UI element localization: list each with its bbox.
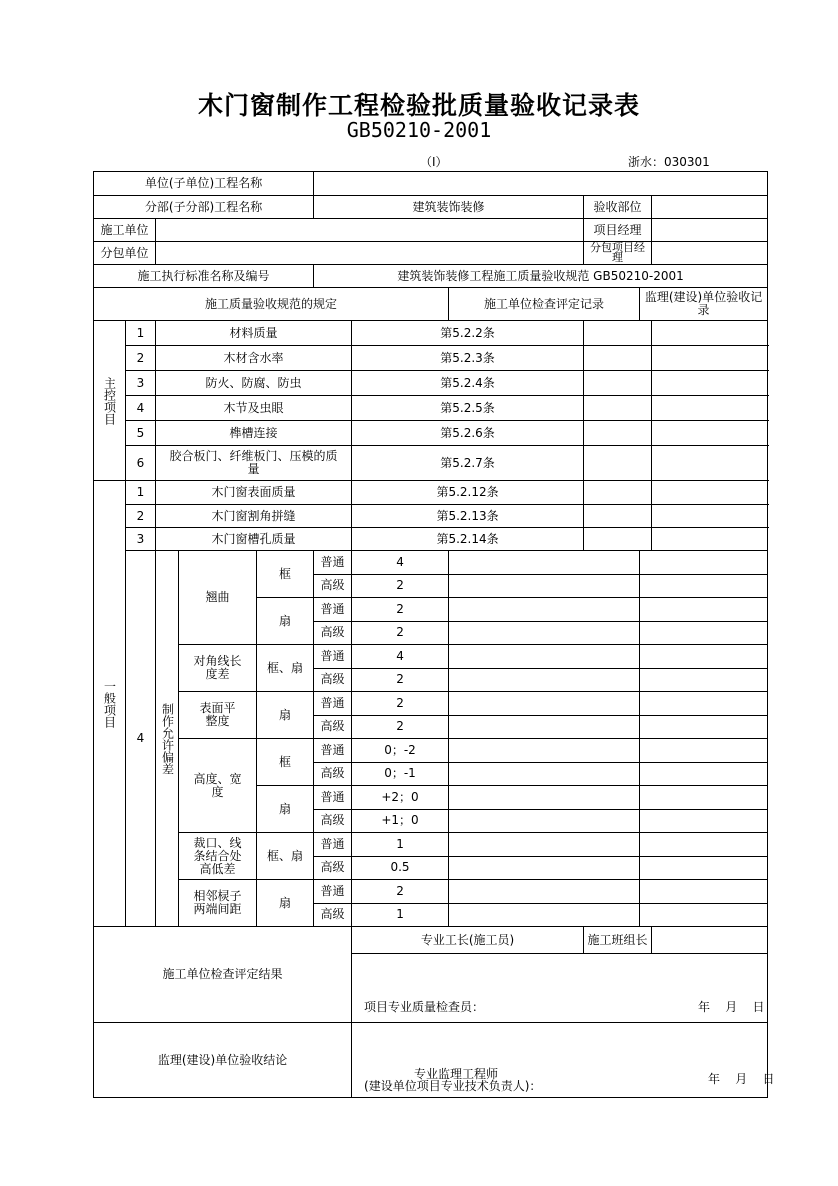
- general-item-name: 木门窗表面质量: [156, 481, 352, 505]
- tolerance-check[interactable]: [449, 739, 640, 763]
- foreman-label: 专业工长(施工员): [352, 927, 584, 954]
- general-item-supervision[interactable]: [652, 505, 768, 528]
- tolerance-grade: 高级: [314, 621, 352, 645]
- tolerance-value: 1: [352, 833, 449, 857]
- tolerance-check[interactable]: [449, 598, 640, 622]
- tolerance-part: 扇: [257, 692, 314, 739]
- main-item-clause: 第5.2.7条: [352, 446, 584, 481]
- general-item-supervision[interactable]: [652, 481, 768, 505]
- tolerance-supervision[interactable]: [640, 621, 768, 645]
- subcontract-manager-label: 分包项目经理: [584, 242, 652, 265]
- supervision-sign-area[interactable]: [352, 1023, 775, 1098]
- tolerance-supervision[interactable]: [640, 598, 768, 622]
- check-result-date: 年 月 日: [698, 1000, 765, 1014]
- tolerance-part: 扇: [257, 880, 314, 927]
- subcontract-manager-value[interactable]: [652, 242, 768, 265]
- tolerance-supervision[interactable]: [640, 856, 768, 880]
- main-item-check[interactable]: [584, 396, 652, 421]
- tolerance-label: 制作允许偏差: [156, 551, 179, 927]
- tolerance-supervision[interactable]: [640, 668, 768, 692]
- tolerance-grade: 普通: [314, 833, 352, 857]
- spec-column-header: 施工质量验收规范的规定: [94, 288, 449, 321]
- construction-unit-value[interactable]: [156, 219, 584, 242]
- supervision-column-header: 监理(建设)单位验收记录: [640, 288, 768, 321]
- tolerance-group-name: 裁口、线条结合处高低差: [179, 833, 257, 880]
- main-item-name: 防火、防腐、防虫: [156, 371, 352, 396]
- tolerance-grade: 普通: [314, 786, 352, 810]
- tolerance-part: 扇: [257, 786, 314, 833]
- acceptance-part-label: 验收部位: [584, 196, 652, 219]
- general-item-clause: 第5.2.12条: [352, 481, 584, 505]
- engineer-sub-label: (建设单位项目专业技术负责人)：: [364, 1079, 542, 1093]
- main-item-clause: 第5.2.6条: [352, 421, 584, 446]
- tolerance-check[interactable]: [449, 856, 640, 880]
- main-item-name: 木材含水率: [156, 346, 352, 371]
- general-item-check[interactable]: [584, 481, 652, 505]
- tolerance-check[interactable]: [449, 786, 640, 810]
- tolerance-group-name: 高度、宽度: [179, 739, 257, 833]
- tolerance-supervision[interactable]: [640, 880, 768, 904]
- tolerance-check[interactable]: [449, 551, 640, 575]
- standard-code: GB50210-2001: [346, 118, 492, 142]
- unit-project-value[interactable]: [314, 172, 768, 196]
- general-item-no: 1: [126, 481, 156, 505]
- general-item-name: 木门窗割角拼缝: [156, 505, 352, 528]
- main-item-clause: 第5.2.2条: [352, 321, 584, 346]
- tolerance-group-name: 表面平整度: [179, 692, 257, 739]
- tolerance-grade: 高级: [314, 715, 352, 739]
- tolerance-supervision[interactable]: [640, 786, 768, 810]
- serial-number: 浙水：030301: [628, 155, 710, 169]
- main-item-name: 材料质量: [156, 321, 352, 346]
- project-manager-label: 项目经理: [584, 219, 652, 242]
- tolerance-check[interactable]: [449, 692, 640, 716]
- main-item-no: 1: [126, 321, 156, 346]
- general-item-check[interactable]: [584, 528, 652, 551]
- tolerance-part: 框、扇: [257, 645, 314, 692]
- tolerance-grade: 普通: [314, 598, 352, 622]
- main-item-clause: 第5.2.3条: [352, 346, 584, 371]
- tolerance-value: +1；0: [352, 809, 449, 833]
- main-item-supervision[interactable]: [652, 446, 768, 481]
- tolerance-grade: 普通: [314, 645, 352, 669]
- tolerance-value: 4: [352, 551, 449, 575]
- tolerance-supervision[interactable]: [640, 645, 768, 669]
- general-item-supervision[interactable]: [652, 528, 768, 551]
- sub-project-label: 分部(子分部)工程名称: [94, 196, 314, 219]
- tolerance-item-no: 4: [126, 551, 156, 927]
- main-item-name: 木节及虫眼: [156, 396, 352, 421]
- supervision-conclusion-label: 监理(建设)单位验收结论: [94, 1023, 352, 1098]
- tolerance-grade: 高级: [314, 809, 352, 833]
- main-item-supervision[interactable]: [652, 421, 768, 446]
- main-item-check[interactable]: [584, 421, 652, 446]
- tolerance-check[interactable]: [449, 762, 640, 786]
- tolerance-grade: 高级: [314, 856, 352, 880]
- tolerance-supervision[interactable]: [640, 739, 768, 763]
- tolerance-value: 1: [352, 903, 449, 927]
- inspection-table: [93, 171, 775, 1098]
- main-item-check[interactable]: [584, 371, 652, 396]
- tolerance-grade: 高级: [314, 903, 352, 927]
- tolerance-part: 扇: [257, 598, 314, 645]
- tolerance-group-name: 翘曲: [179, 551, 257, 645]
- tolerance-check[interactable]: [449, 880, 640, 904]
- tolerance-value: 2: [352, 880, 449, 904]
- tolerance-check[interactable]: [449, 621, 640, 645]
- tolerance-part: 框: [257, 551, 314, 598]
- general-item-check[interactable]: [584, 505, 652, 528]
- main-item-clause: 第5.2.5条: [352, 396, 584, 421]
- main-item-check[interactable]: [584, 346, 652, 371]
- main-item-no: 2: [126, 346, 156, 371]
- general-item-no: 3: [126, 528, 156, 551]
- team-leader-value[interactable]: [652, 927, 768, 954]
- general-item-clause: 第5.2.13条: [352, 505, 584, 528]
- tolerance-check[interactable]: [449, 668, 640, 692]
- project-manager-value[interactable]: [652, 219, 768, 242]
- tolerance-grade: 普通: [314, 551, 352, 575]
- check-result-sign-area[interactable]: [352, 954, 768, 1023]
- tolerance-value: 2: [352, 621, 449, 645]
- check-result-label: 施工单位检查评定结果: [94, 927, 352, 1023]
- tolerance-check[interactable]: [449, 809, 640, 833]
- tolerance-grade: 普通: [314, 692, 352, 716]
- main-items-label: 主控项目: [94, 321, 126, 481]
- unit-project-label: 单位(子单位)工程名称: [94, 172, 314, 196]
- tolerance-value: 2: [352, 668, 449, 692]
- tolerance-value: 2: [352, 715, 449, 739]
- team-leader-label: 施工班组长: [584, 927, 652, 954]
- main-item-check[interactable]: [584, 446, 652, 481]
- tolerance-value: 0；-1: [352, 762, 449, 786]
- general-item-clause: 第5.2.14条: [352, 528, 584, 551]
- tolerance-supervision[interactable]: [640, 574, 768, 598]
- construction-unit-label: 施工单位: [94, 219, 156, 242]
- engineer-label: 专业监理工程师: [414, 1067, 499, 1081]
- main-item-no: 3: [126, 371, 156, 396]
- general-item-name: 木门窗槽孔质量: [156, 528, 352, 551]
- tolerance-value: 0.5: [352, 856, 449, 880]
- tolerance-supervision[interactable]: [640, 833, 768, 857]
- standard-label: 施工执行标准名称及编号: [94, 265, 314, 288]
- tolerance-group-name: 对角线长度差: [179, 645, 257, 692]
- tolerance-part: 框、扇: [257, 833, 314, 880]
- tolerance-grade: 高级: [314, 762, 352, 786]
- tolerance-part: 框: [257, 739, 314, 786]
- main-item-no: 5: [126, 421, 156, 446]
- tolerance-supervision[interactable]: [640, 762, 768, 786]
- tolerance-check[interactable]: [449, 715, 640, 739]
- tolerance-grade: 高级: [314, 574, 352, 598]
- tolerance-value: 4: [352, 645, 449, 669]
- main-item-no: 4: [126, 396, 156, 421]
- tolerance-check[interactable]: [449, 645, 640, 669]
- tolerance-check[interactable]: [449, 574, 640, 598]
- tolerance-grade: 高级: [314, 668, 352, 692]
- tolerance-value: 2: [352, 692, 449, 716]
- tolerance-value: +2；0: [352, 786, 449, 810]
- form-title: 木门窗制作工程检验批质量验收记录表: [197, 91, 640, 120]
- main-item-name: 榫槽连接: [156, 421, 352, 446]
- tolerance-check[interactable]: [449, 833, 640, 857]
- supervision-date: 年 月 日: [708, 1072, 775, 1086]
- tolerance-grade: 普通: [314, 739, 352, 763]
- tolerance-check[interactable]: [449, 903, 640, 927]
- sub-project-value[interactable]: 建筑装饰装修: [314, 196, 584, 219]
- tolerance-group-name: 相邻棂子两端间距: [179, 880, 257, 927]
- main-item-name: 胶合板门、纤维板门、压模的质量: [156, 446, 352, 481]
- main-item-clause: 第5.2.4条: [352, 371, 584, 396]
- check-column-header: 施工单位检查评定记录: [449, 288, 640, 321]
- tolerance-supervision[interactable]: [640, 903, 768, 927]
- tolerance-supervision[interactable]: [640, 715, 768, 739]
- tolerance-supervision[interactable]: [640, 692, 768, 716]
- main-item-supervision[interactable]: [652, 396, 768, 421]
- tolerance-supervision[interactable]: [640, 551, 768, 575]
- subcontract-unit-value[interactable]: [156, 242, 584, 265]
- tolerance-value: 2: [352, 574, 449, 598]
- tolerance-value: 0；-2: [352, 739, 449, 763]
- main-item-supervision[interactable]: [652, 346, 768, 371]
- main-item-check[interactable]: [584, 321, 652, 346]
- tolerance-grade: 普通: [314, 880, 352, 904]
- main-item-supervision[interactable]: [652, 321, 768, 346]
- general-items-label: 一般项目: [94, 481, 126, 927]
- tolerance-value: 2: [352, 598, 449, 622]
- acceptance-part-value[interactable]: [652, 196, 768, 219]
- form-roman-numeral: （Ⅰ）: [420, 155, 448, 169]
- inspector-label: 项目专业质量检查员：: [364, 1000, 485, 1014]
- general-item-no: 2: [126, 505, 156, 528]
- main-item-no: 6: [126, 446, 156, 481]
- tolerance-supervision[interactable]: [640, 809, 768, 833]
- main-item-supervision[interactable]: [652, 371, 768, 396]
- subcontract-unit-label: 分包单位: [94, 242, 156, 265]
- standard-value: 建筑装饰装修工程施工质量验收规范 GB50210-2001: [314, 265, 768, 288]
